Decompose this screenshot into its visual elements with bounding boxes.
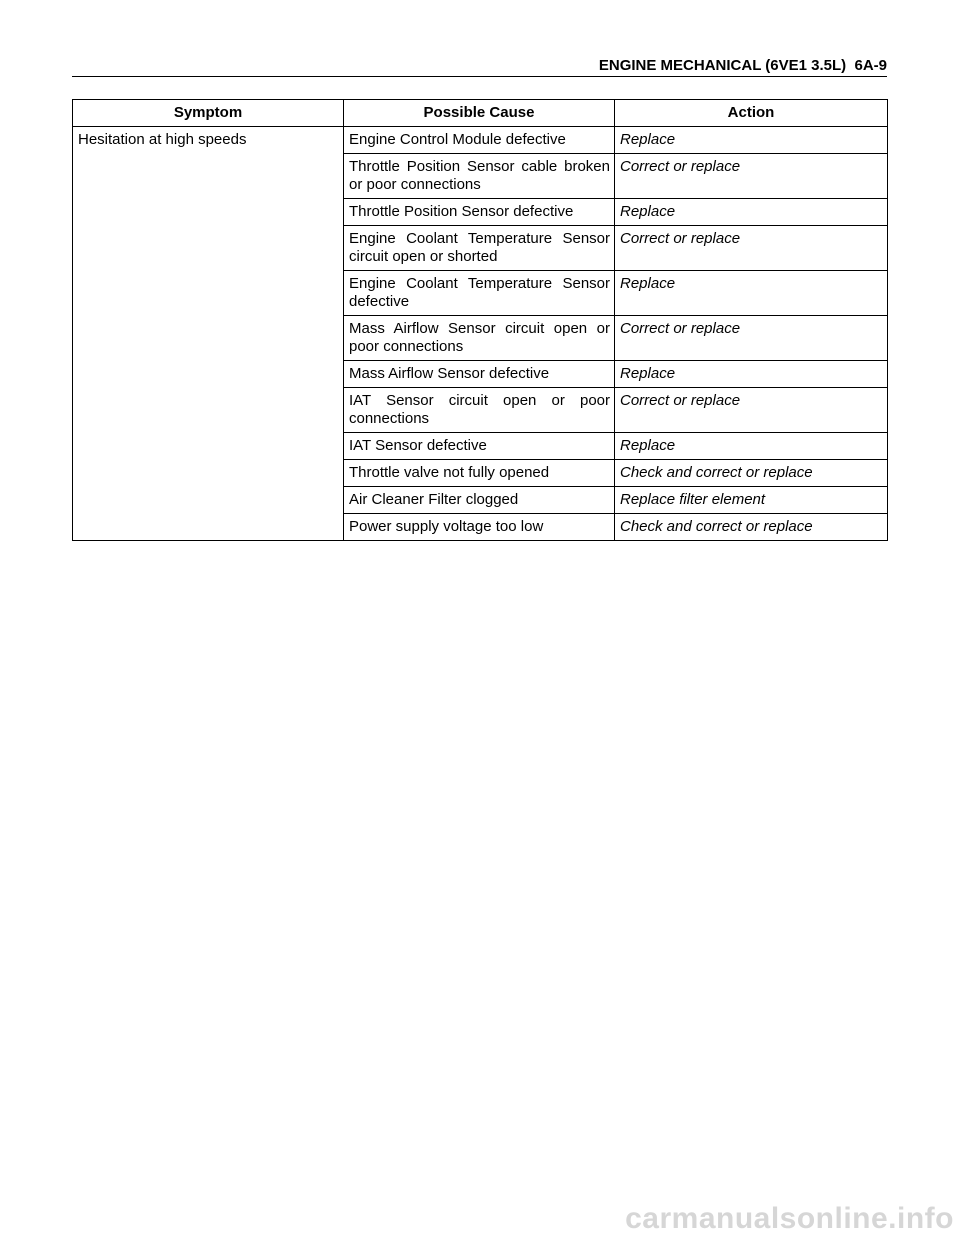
table-header-row (73, 100, 888, 127)
action-cell: Check and correct or replace (615, 514, 888, 541)
cause-cell: IAT Sensor circuit open or poor connections (344, 388, 615, 433)
action-cell: Correct or replace (615, 316, 888, 361)
cause-cell: Throttle valve not fully opened (344, 460, 615, 487)
column-header-possible-cause: Possible Cause (344, 100, 615, 127)
symptom-cell: Hesitation at high speeds (73, 127, 344, 541)
action-cell: Replace filter element (615, 487, 888, 514)
action-cell: Replace (615, 127, 888, 154)
cause-cell: Mass Airflow Sensor circuit open or poor connections (344, 316, 615, 361)
action-cell: Replace (615, 271, 888, 316)
action-cell: Check and correct or replace (615, 460, 888, 487)
action-cell: Replace (615, 433, 888, 460)
action-cell: Replace (615, 199, 888, 226)
site-watermark: carmanualsonline.info (625, 1202, 954, 1235)
cause-cell: IAT Sensor defective (344, 433, 615, 460)
cause-cell: Throttle Position Sensor cable broken or poor connections (344, 154, 615, 199)
cause-cell: Mass Airflow Sensor defective (344, 361, 615, 388)
cause-cell: Engine Coolant Temperature Sensor defective (344, 271, 615, 316)
cause-cell: Air Cleaner Filter clogged (344, 487, 615, 514)
cause-cell: Engine Coolant Temperature Sensor circuit open or shorted (344, 226, 615, 271)
action-cell: Correct or replace (615, 154, 888, 199)
column-header-symptom: Symptom (73, 100, 344, 127)
action-cell: Correct or replace (615, 388, 888, 433)
table-row (73, 127, 888, 154)
cause-cell: Power supply voltage too low (344, 514, 615, 541)
diagnosis-table (72, 99, 888, 541)
action-cell: Correct or replace (615, 226, 888, 271)
cause-cell: Engine Control Module defective (344, 127, 615, 154)
action-cell: Replace (615, 361, 888, 388)
column-header-action: Action (615, 100, 888, 127)
page-header: ENGINE MECHANICAL (6VE1 3.5L) 6A-9 (72, 56, 887, 77)
cause-cell: Throttle Position Sensor defective (344, 199, 615, 226)
